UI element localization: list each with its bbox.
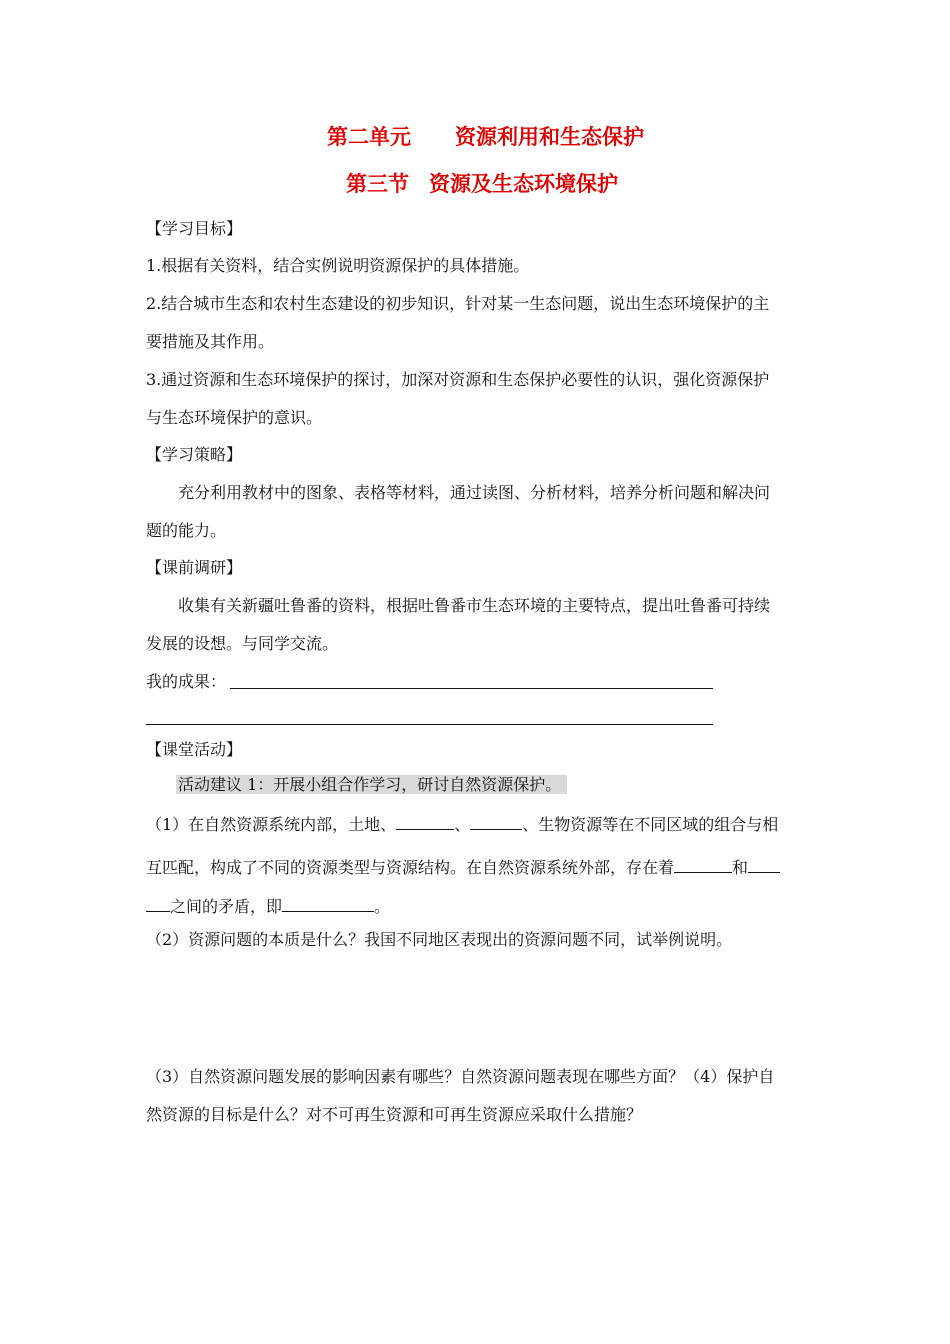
objective-1: 1.根据有关资料，结合实例说明资源保护的具体措施。 bbox=[146, 256, 530, 275]
objective-3-line1: 3.通过资源和生态环境保护的探讨，加深对资源和生态保护必要性的认识，强化资源保护 bbox=[146, 370, 770, 389]
q1-blank-4b[interactable] bbox=[146, 895, 170, 912]
activity-suggestion-text: 活动建议 1：开展小组合作学习，研讨自然资源保护。 bbox=[176, 775, 567, 794]
strategy-line2: 题的能力。 bbox=[146, 521, 227, 540]
section-name: 资源及生态环境保护 bbox=[429, 171, 618, 196]
q1-blank-2[interactable] bbox=[470, 813, 522, 830]
q1-line2-text: 互匹配，构成了不同的资源类型与资源结构。在自然资源系统外部，存在着 bbox=[146, 858, 675, 877]
question-1-line3 bbox=[146, 895, 390, 917]
activity-heading: 【课堂活动】 bbox=[146, 740, 243, 759]
strategy-line1: 充分利用教材中的图象、表格等材料，通过读图、分析材料，培养分析问题和解决问 bbox=[178, 483, 771, 502]
q1-blank-1[interactable] bbox=[396, 813, 454, 830]
survey-heading: 【课前调研】 bbox=[146, 558, 243, 577]
q1-line3-end: 。 bbox=[374, 897, 391, 916]
objective-2-line2: 要措施及其作用。 bbox=[146, 332, 275, 351]
question-3-line2: 然资源的目标是什么？对不可再生资源和可再生资源应采取什么措施？ bbox=[146, 1105, 643, 1124]
section-title bbox=[346, 171, 618, 197]
question-1-line2 bbox=[146, 856, 780, 878]
activity-suggestion bbox=[176, 775, 567, 795]
question-1-line1 bbox=[146, 813, 778, 835]
q1-and: 和 bbox=[732, 858, 749, 877]
result-label: 我的成果： bbox=[146, 672, 227, 691]
section-number: 第三节 bbox=[346, 171, 409, 196]
unit-title bbox=[327, 124, 644, 150]
unit-number: 第二单元 bbox=[327, 124, 411, 149]
result-answer-line-2[interactable] bbox=[146, 724, 713, 725]
question-2: （2）资源问题的本质是什么？我国不同地区表现出的资源问题不同，试举例说明。 bbox=[146, 930, 733, 949]
objective-2-line1: 2.结合城市生态和农村生态建设的初步知识，针对某一生态问题，说出生态环境保护的主 bbox=[146, 294, 770, 313]
unit-name: 资源利用和生态保护 bbox=[455, 124, 644, 149]
survey-line1: 收集有关新疆吐鲁番的资料，根据吐鲁番市生态环境的主要特点，提出吐鲁番可持续 bbox=[178, 596, 771, 615]
q1-blank-5[interactable] bbox=[282, 895, 374, 912]
survey-line2: 发展的设想。与同学交流。 bbox=[146, 634, 339, 653]
objectives-heading: 【学习目标】 bbox=[146, 219, 243, 238]
q1-blank-3[interactable] bbox=[674, 856, 732, 873]
q1-text-b: 、生物资源等在不同区域的组合与相 bbox=[522, 815, 779, 834]
objective-3-line2: 与生态环境保护的意识。 bbox=[146, 408, 323, 427]
question-3-line1: （3）自然资源问题发展的影响因素有哪些？自然资源问题表现在哪些方面？（4）保护自 bbox=[146, 1067, 775, 1086]
q1-line3-text: 之间的矛盾，即 bbox=[170, 897, 283, 916]
strategy-heading: 【学习策略】 bbox=[146, 445, 243, 464]
q1-blank-4a[interactable] bbox=[748, 856, 780, 873]
q1-separator: 、 bbox=[454, 815, 471, 834]
q1-text-a: （1）在自然资源系统内部，土地、 bbox=[146, 815, 397, 834]
result-answer-line-1[interactable] bbox=[230, 688, 713, 689]
